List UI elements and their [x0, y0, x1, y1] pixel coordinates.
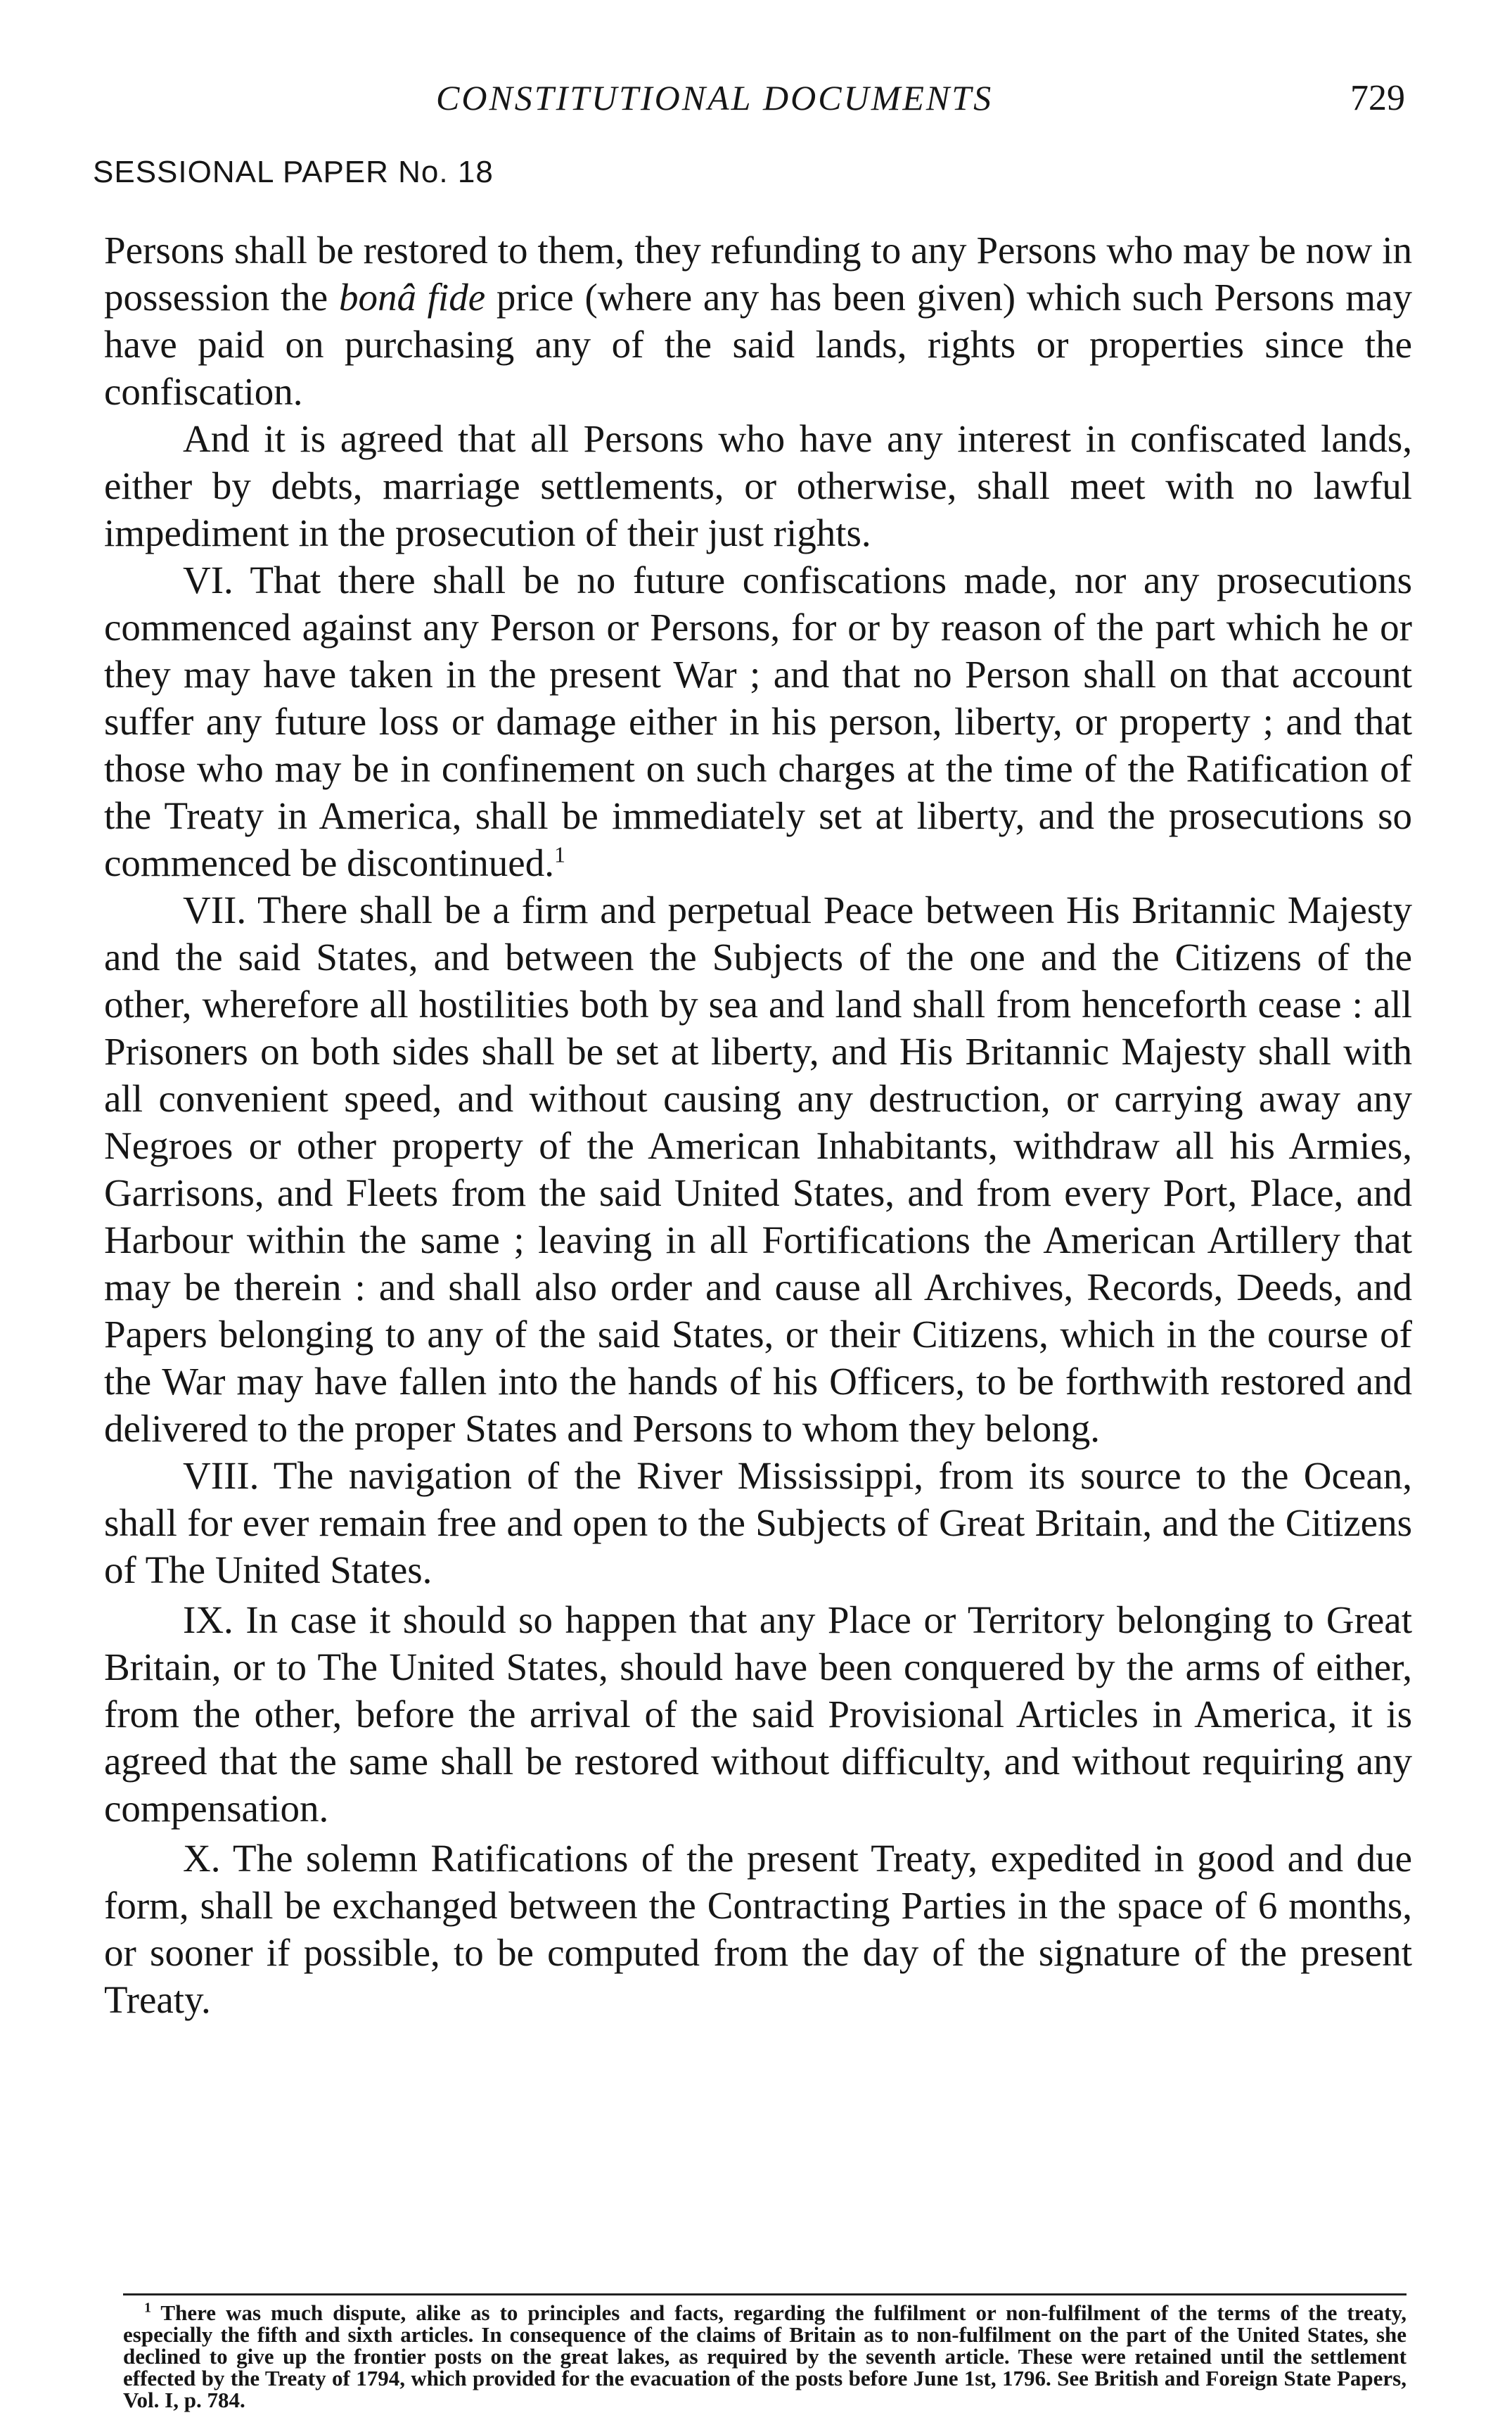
footnote-text: There was much dispute, alike as to principles and facts, regarding the fulfilment or non-fulfilment of the terms of the treaty, especially the fifth and sixth articles. In consequence of the claims of Britain as to non-fulfilment on the part of the United States, she declined to give up the frontier posts on the great lakes, as required by the seventh article. These were retained until the settlement effected by the Treaty of 1794, which provided for the evacuation of the posts before June 1st, 1796. See British and Foreign State Papers, Vol. I, p. 784. — [123, 2300, 1407, 2412]
article-x: X. The solemn Ratifications of the present Treaty, expedited in good and due form, shall be exchanged between the Contracting Parties in the space of 6 months, or sooner if possible, to be computed from the day of the signature of the present Treaty. — [104, 1837, 1412, 2021]
running-title: CONSTITUTIONAL DOCUMENTS — [436, 78, 994, 117]
article-ix: IX. In case it should so happen that any Place or Territory belonging to Great Britain, or to The United States, should have been conquered by the arms of either, from the other, before the arrival of the said Provisional Articles in America, it is agreed that the same shall be restored without difficulty, and without requiring any compensation. — [104, 1598, 1412, 1830]
article-vi-text: VI. That there shall be no future confiscations made, nor any prosecutions commenced against any Person or Persons, for or by reason of the part which he or they may have taken in the present War ; and that no Person shall on that account suffer any future loss or damage either in his person, liberty, or property ; and that those who may be in confinement on such charges at the time of the Ratification of the Treaty in America, shall be immediately set at liberty, and the prosecutions so commenced be discontinued. — [104, 559, 1412, 884]
body-text — [104, 227, 1412, 2023]
italic-phrase: bonâ fide — [338, 276, 486, 319]
sessional-paper-label: SESSIONAL PAPER No. 18 — [93, 155, 494, 189]
article-vii: VII. There shall be a firm and perpetual Peace between His Britannic Majesty and the said States, and between the Subjects of the one and the Citizens of the other, wherefore all hostilities both by sea and land shall from henceforth cease : all Prisoners on both sides shall be set at liberty, and His Britannic Majesty shall with all convenient speed, and without causing any destruction, or carrying away any Negroes or other property of the American Inhabitants, withdraw all his Armies, Garrisons, and Fleets from the said United States, and from every Port, Place, and Harbour within the same ; leaving in all Fortifications the American Artillery that may be therein : and shall also order and cause all Archives, Records, Deeds, and Papers belonging to any of the said States, or their Citizens, which in the course of the War may have fallen into the hands of his Officers, to be forthwith restored and delivered to the proper States and Persons to whom they belong. — [104, 889, 1412, 1450]
paragraph-text: price (where any has been given) which such Persons may have paid on purchasing any of the said lands, rights or properties since the confiscation. — [104, 276, 1412, 413]
footnote-divider — [123, 2293, 1407, 2295]
footnote-reference: 1 — [553, 841, 565, 867]
article-vi — [104, 556, 1412, 886]
paragraph-text: Persons shall be restored to them, they refunding to any Persons who may be now in possession the — [104, 229, 1412, 319]
footnote-mark: 1 — [144, 2300, 151, 2316]
paragraph-confiscated-lands: And it is agreed that all Persons who have any interest in confiscated lands, either by debts, marriage settlements, or otherwise, shall meet with no lawful impediment in the prosecution of their just rights. — [104, 417, 1412, 554]
paragraph-continuation — [104, 227, 1412, 415]
footnote — [123, 2302, 1407, 2411]
page-number: 729 — [1350, 78, 1405, 118]
article-viii: VIII. The navigation of the River Mississippi, from its source to the Ocean, shall for ever remain free and open to the Subjects of Great Britain, and the Citizens of The United States. — [104, 1454, 1412, 1591]
running-head — [0, 77, 1512, 127]
